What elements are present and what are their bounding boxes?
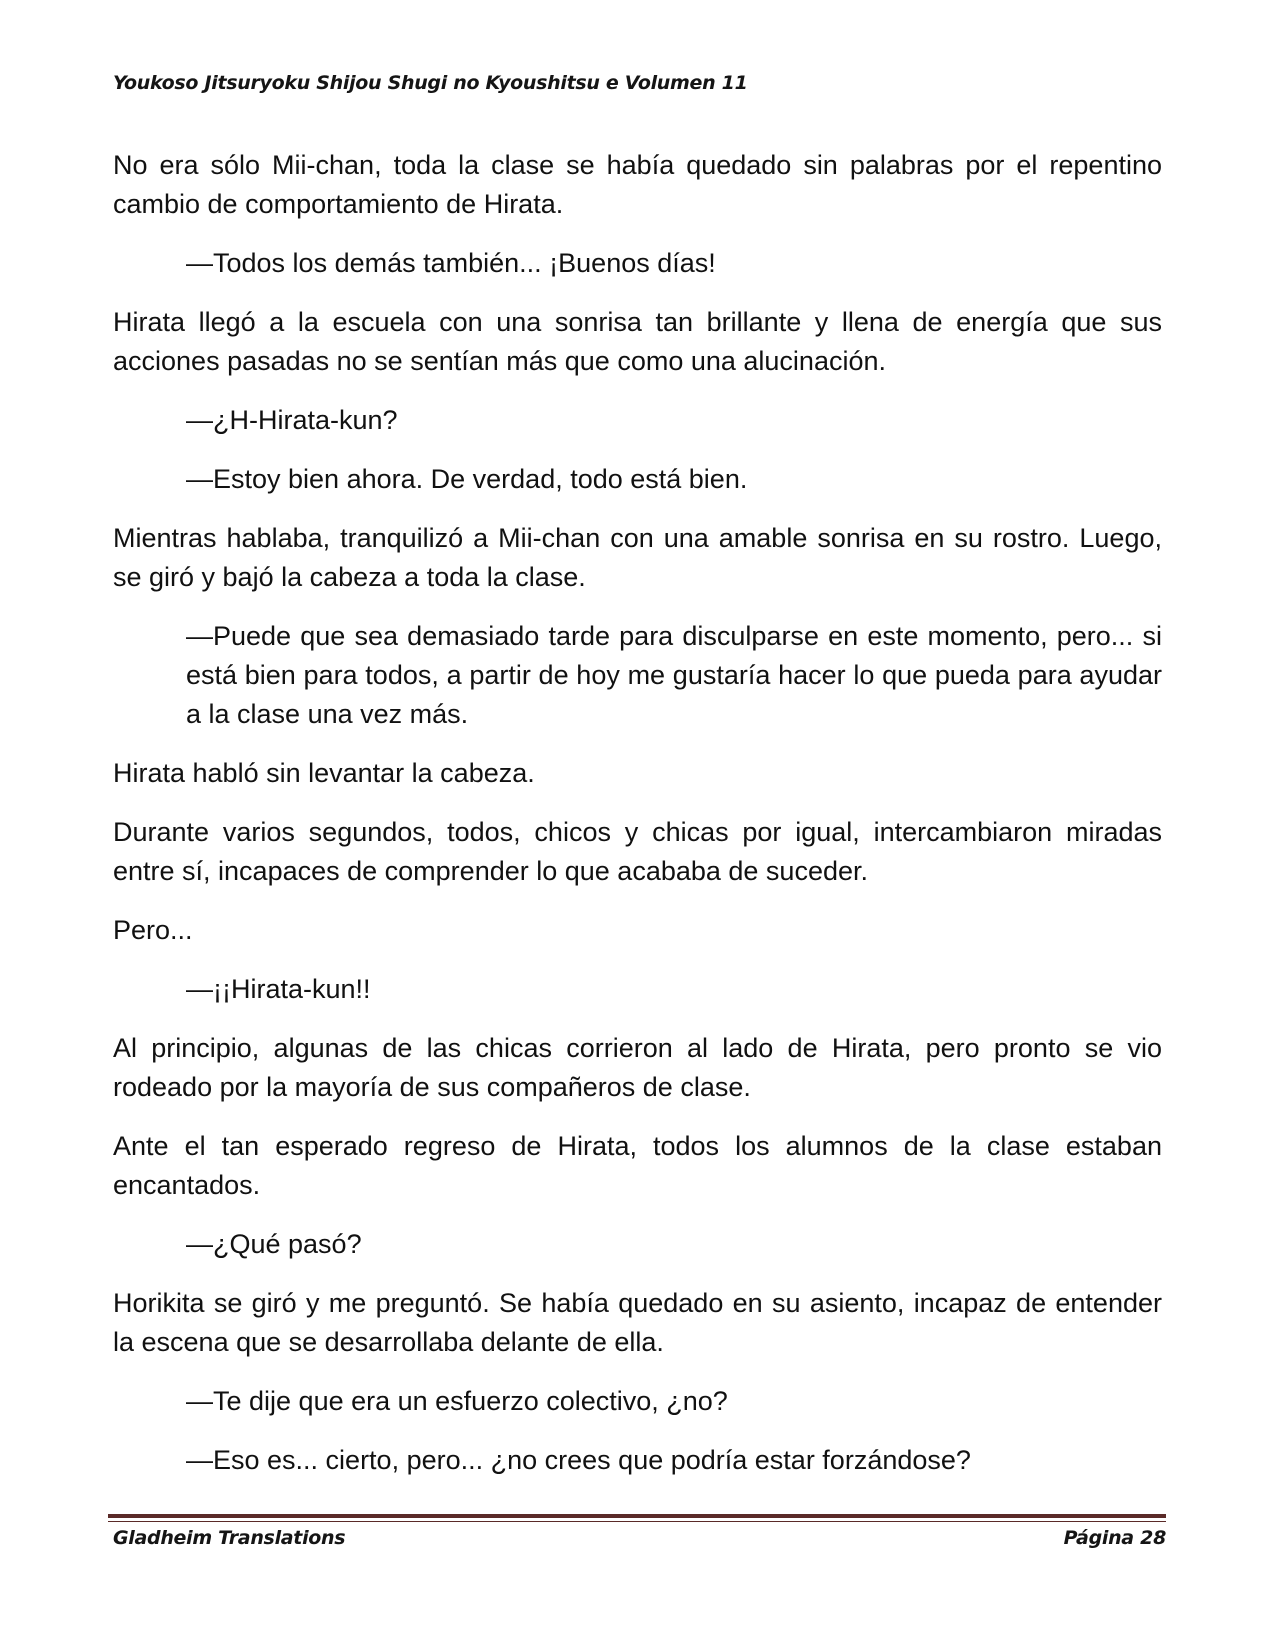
paragraph: Durante varios segundos, todos, chicos y chicas por igual, intercambiaron miradas entre sí, incapaces de comprender lo que acababa de suceder. [113,817,1162,886]
paragraph: Hirata habló sin levantar la cabeza. [113,758,535,788]
page-body [113,146,1162,1500]
footer-divider-thick [108,1514,1166,1518]
paragraph: Hirata llegó a la escuela con una sonrisa tan brillante y llena de energía que sus acciones pasadas no se sentían más que como una alucinación. [113,307,1162,376]
paragraph: Ante el tan esperado regreso de Hirata, todos los alumnos de la clase estaban encantados. [113,1131,1162,1200]
dialog-line: —¿Qué pasó? [186,1229,362,1259]
dialog-line: —Eso es... cierto, pero... ¿no crees que podría estar forzándose? [186,1445,971,1475]
footer-divider-thin [108,1521,1166,1522]
dialog-line: —¡¡Hirata-kun!! [186,974,371,1004]
footer-translator: Gladheim Translations [113,1527,346,1549]
page-header-title: Youkoso Jitsuryoku Shijou Shugi no Kyoushitsu e Volumen 11 [113,72,748,94]
footer-divider [108,1514,1166,1522]
dialog-line: —¿H-Hirata-kun? [186,405,398,435]
paragraph: Mientras hablaba, tranquilizó a Mii-chan con una amable sonrisa en su rostro. Luego, se giró y bajó la cabeza a toda la clase. [113,523,1162,592]
paragraph: Al principio, algunas de las chicas corrieron al lado de Hirata, pero pronto se vio rodeado por la mayoría de sus compañeros de clase. [113,1033,1162,1102]
dialog-line: —Puede que sea demasiado tarde para disculparse en este momento, pero... si está bien para todos, a partir de hoy me gustaría hacer lo que pueda para ayudar a la clase una vez más. [186,621,1162,729]
paragraph: No era sólo Mii-chan, toda la clase se había quedado sin palabras por el repentino cambio de comportamiento de Hirata. [113,150,1162,219]
dialog-line: —Te dije que era un esfuerzo colectivo, ¿no? [186,1386,728,1416]
paragraph: Pero... [113,915,193,945]
footer-page-number: Página 28 [1063,1527,1166,1549]
paragraph: Horikita se giró y me preguntó. Se había quedado en su asiento, incapaz de entender la escena que se desarrollaba delante de ella. [113,1288,1162,1357]
dialog-line: —Estoy bien ahora. De verdad, todo está bien. [186,464,748,494]
dialog-line: —Todos los demás también... ¡Buenos días! [186,248,716,278]
